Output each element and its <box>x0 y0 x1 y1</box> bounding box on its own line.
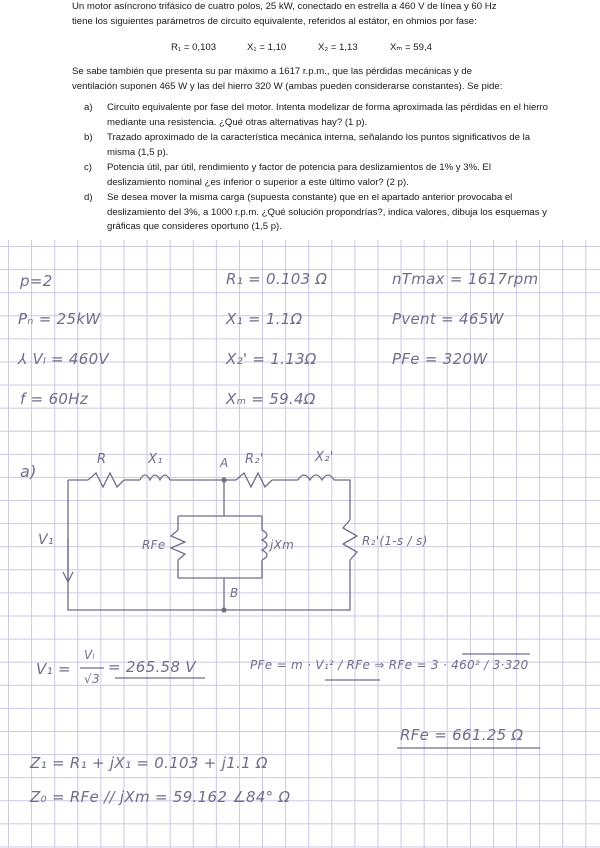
wire-bottom-loop <box>68 480 350 610</box>
node-b-dot <box>221 607 226 612</box>
label-x1: X₁ <box>148 452 163 467</box>
question-text: Circuito equivalente por fase del motor. Intenta modelizar de forma aproximada las pérdidas en el hierro mediante una resistencia. ¿Qué otras alternativas hay? (1 p). <box>107 102 549 128</box>
note-frequency: f = 60Hz <box>20 390 89 408</box>
handwritten-notes-sheet <box>0 240 600 848</box>
label-node-a: A <box>220 456 229 470</box>
label-node-b: B <box>230 586 239 600</box>
param-xm: Xₘ = 59,4 <box>390 42 432 53</box>
eq-z0: Z₀ = RFe // jXm = 59.162 ∠84° Ω <box>30 788 291 806</box>
question-label: b) <box>84 132 93 143</box>
eq-rfe-result: RFe = 661.25 Ω <box>400 726 524 744</box>
node-a-dot <box>221 477 226 482</box>
note-r1: R₁ = 0.103 Ω <box>226 270 328 288</box>
question-text: Se desea mover la misma carga (supuesta constante) que en el apartado anterior provocaba el deslizamiento del 3%, a 1000 r.p.m. ¿Qué solución propondrías?, indica valores, dibuja los esquemas y gráficas que consideres oportuno (1,5 p). <box>107 192 547 233</box>
part-a-label: a) <box>20 462 37 481</box>
param-r1: R₁ = 0,103 <box>171 42 217 53</box>
extra-line-2: ventilación suponen 465 W y las del hierro 320 W (ambas pueden considerarse constantes). Se pide: <box>72 81 503 92</box>
note-power: Pₙ = 25kW <box>18 310 101 328</box>
resistor-r2 <box>236 473 272 487</box>
label-r2: R₂' <box>245 452 264 467</box>
resistor-rfe <box>171 530 185 560</box>
intro-line-2: tiene los siguientes parámetros de circuito equivalente, referidos al estátor, en ohmios por fase: <box>72 16 477 27</box>
question-text: Potencia útil, par útil, rendimiento y factor de potencia para deslizamientos de 1% y 3%. El deslizamiento nominal ¿es inferior o superior a este último valor? (2 p). <box>107 162 491 188</box>
label-r: R <box>97 452 107 467</box>
label-load: R₂'(1-s / s) <box>362 534 428 548</box>
problem-statement <box>0 0 600 238</box>
label-v1: V₁ <box>38 532 54 548</box>
eq-v1-lhs: V₁ = <box>36 660 71 678</box>
param-x2: X₂ = 1,13 <box>318 42 358 53</box>
inductor-x1 <box>140 475 170 480</box>
inductor-xm <box>262 530 267 560</box>
eq-v1-denominator: √3 <box>84 672 100 686</box>
eq-v1-numerator: Vₗ <box>84 648 95 662</box>
eq-v1-result: = 265.58 V <box>108 658 196 676</box>
resistor-r1 <box>88 473 124 487</box>
label-x2: X₂' <box>315 450 334 465</box>
note-voltage: ⅄ Vₗ = 460V <box>18 350 109 368</box>
param-x1: X₁ = 1,10 <box>247 42 287 53</box>
label-rfe: RFe <box>142 538 166 552</box>
note-xm: Xₘ = 59.4Ω <box>226 390 316 408</box>
wire-top-right <box>334 480 350 520</box>
intro-line-1: Un motor asíncrono trifásico de cuatro polos, 25 kW, conectado en estrella a 460 V de línea y 60 Hz <box>72 1 497 12</box>
note-poles: p=2 <box>20 272 53 290</box>
question-text: Trazado aproximado de la característica mecánica interna, señalando los puntos significativos de la misma (1,5 p). <box>107 132 531 158</box>
label-xm: jXm <box>270 538 295 552</box>
note-n-tmax: nTmax = 1617rpm <box>392 270 539 288</box>
inductor-x2 <box>298 475 334 480</box>
eq-pfe: PFe = m · V₁² / RFe ⇒ RFe = 3 · 460² / 3·320 <box>250 658 529 672</box>
question-label: d) <box>84 192 93 203</box>
question-label: c) <box>84 162 92 173</box>
resistor-load <box>343 520 357 560</box>
question-label: a) <box>84 102 93 113</box>
extra-line-1: Se sabe también que presenta su par máximo a 1617 r.p.m., que las pérdidas mecánicas y de <box>72 66 472 77</box>
eq-z1: Z₁ = R₁ + jX₁ = 0.103 + j1.1 Ω <box>30 754 268 772</box>
note-x1: X₁ = 1.1Ω <box>226 310 303 328</box>
note-p-vent: Pvent = 465W <box>392 310 504 328</box>
note-p-fe: PFe = 320W <box>392 350 488 368</box>
note-x2: X₂' = 1.13Ω <box>226 350 317 368</box>
